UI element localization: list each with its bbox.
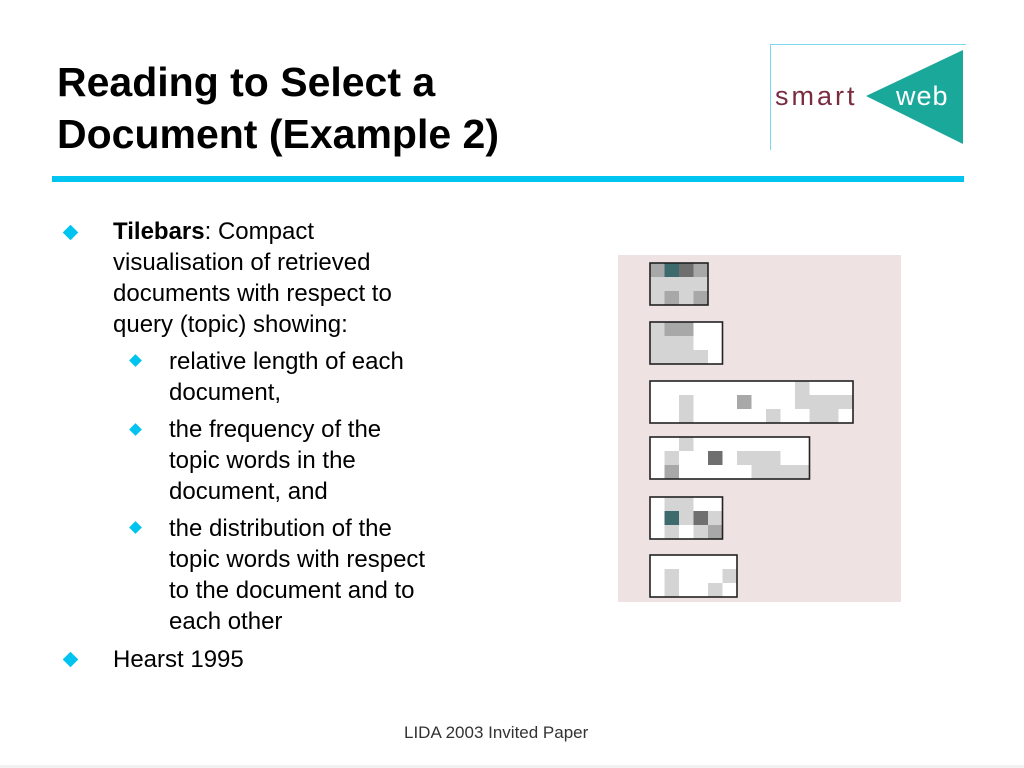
tilebar-tile [679, 350, 694, 364]
tilebars-figure [618, 255, 901, 602]
tilebar-tile [694, 291, 709, 305]
tilebar-tile [679, 277, 694, 291]
tilebar-tile [824, 395, 839, 409]
tilebar-tile [795, 465, 810, 479]
sub3-line-1: the distribution of the [169, 515, 392, 542]
tilebar-tile [665, 497, 680, 511]
tilebar-tile [795, 381, 810, 395]
logo-graphic [770, 44, 966, 150]
sub1-line-1: relative length of each [169, 348, 404, 375]
tilebar-tile [650, 322, 665, 336]
tilebar-tile [694, 277, 709, 291]
sub3-line-2: topic words with respect [169, 546, 426, 573]
tilebar-tile [810, 409, 825, 423]
bullet-diamond-icon [63, 652, 79, 668]
smartweb-logo [770, 44, 966, 150]
tilebar-tile [708, 583, 723, 597]
tilebar-tile [781, 465, 796, 479]
tilebar-tile [694, 350, 709, 364]
tilebar-tile [737, 395, 752, 409]
tilebar-tile [650, 350, 665, 364]
tilebar-tile [665, 525, 680, 539]
tilebar-tile [665, 465, 680, 479]
slide-title [57, 56, 737, 160]
tilebar-tile [679, 336, 694, 350]
sub-bullet-diamond-icon [129, 354, 142, 367]
tilebar-tile [737, 451, 752, 465]
tilebar-tile [708, 525, 723, 539]
tilebar-tile [665, 350, 680, 364]
tilebar-tile [679, 322, 694, 336]
tilebar-tile [665, 583, 680, 597]
tilebar-tile [839, 395, 854, 409]
tilebar-tile [665, 511, 680, 525]
logo-text-web: web [896, 81, 949, 111]
tilebar-tile [650, 291, 665, 305]
sub1-line-2: document, [169, 379, 282, 406]
logo-text-smart: smart [775, 81, 858, 111]
tilebar-tile [694, 511, 709, 525]
tilebar-tile [766, 465, 781, 479]
sub2-line-2: topic words in the [169, 447, 356, 474]
slide-title-line-1: Reading to Select a [57, 59, 436, 105]
slide-title-line-2: Document (Example 2) [57, 111, 499, 157]
tilebar-tile [665, 263, 680, 277]
title-divider [52, 176, 964, 182]
bullet-diamond-icon [63, 225, 79, 241]
tilebar-tile [679, 395, 694, 409]
tilebar-tile [665, 336, 680, 350]
tilebar-tile [679, 409, 694, 423]
tilebar-tile [665, 451, 680, 465]
tilebar-tile [650, 336, 665, 350]
tilebar-tile [795, 395, 810, 409]
sub3-line-3: to the document and to [169, 577, 415, 604]
sub-bullet-diamond-icon [129, 423, 142, 436]
tilebar-tile [679, 511, 694, 525]
tilebar-tile [723, 569, 738, 583]
tilebar-tile [650, 277, 665, 291]
tilebar-tile [665, 291, 680, 305]
tilebars-line-3: documents with respect to [113, 280, 392, 307]
tilebar-tile [766, 451, 781, 465]
tilebar-tile [694, 263, 709, 277]
tilebar-tile [679, 263, 694, 277]
tilebar-tile [665, 277, 680, 291]
tilebars-line-4: query (topic) showing: [113, 311, 348, 338]
tilebar-tile [766, 409, 781, 423]
tilebars-line-1 [113, 216, 314, 247]
tilebar-tile [708, 511, 723, 525]
tilebar-tile [665, 569, 680, 583]
tilebars-term: Tilebars [113, 218, 205, 245]
tilebars-line-2: visualisation of retrieved [113, 249, 371, 276]
footer-text: LIDA 2003 Invited Paper [404, 723, 589, 742]
tilebar-tile [679, 437, 694, 451]
tilebar-tile [810, 395, 825, 409]
tilebar-tile [752, 465, 767, 479]
tilebar-tile [650, 263, 665, 277]
tilebar-tile [752, 451, 767, 465]
tilebars-graphic [618, 255, 901, 602]
tilebar-tile [679, 291, 694, 305]
sub3-line-4: each other [169, 608, 283, 635]
sub2-line-3: document, and [169, 478, 328, 505]
tilebar-tile [694, 525, 709, 539]
sub2-line-1: the frequency of the [169, 416, 382, 443]
hearst-reference: Hearst 1995 [113, 646, 244, 673]
tilebar-tile [665, 322, 680, 336]
sub-bullet-diamond-icon [129, 521, 142, 534]
tilebar-tile [679, 497, 694, 511]
tilebar-tile [708, 451, 723, 465]
tilebars-line-1-rest: : Compact [204, 218, 314, 245]
tilebar-tile [824, 409, 839, 423]
